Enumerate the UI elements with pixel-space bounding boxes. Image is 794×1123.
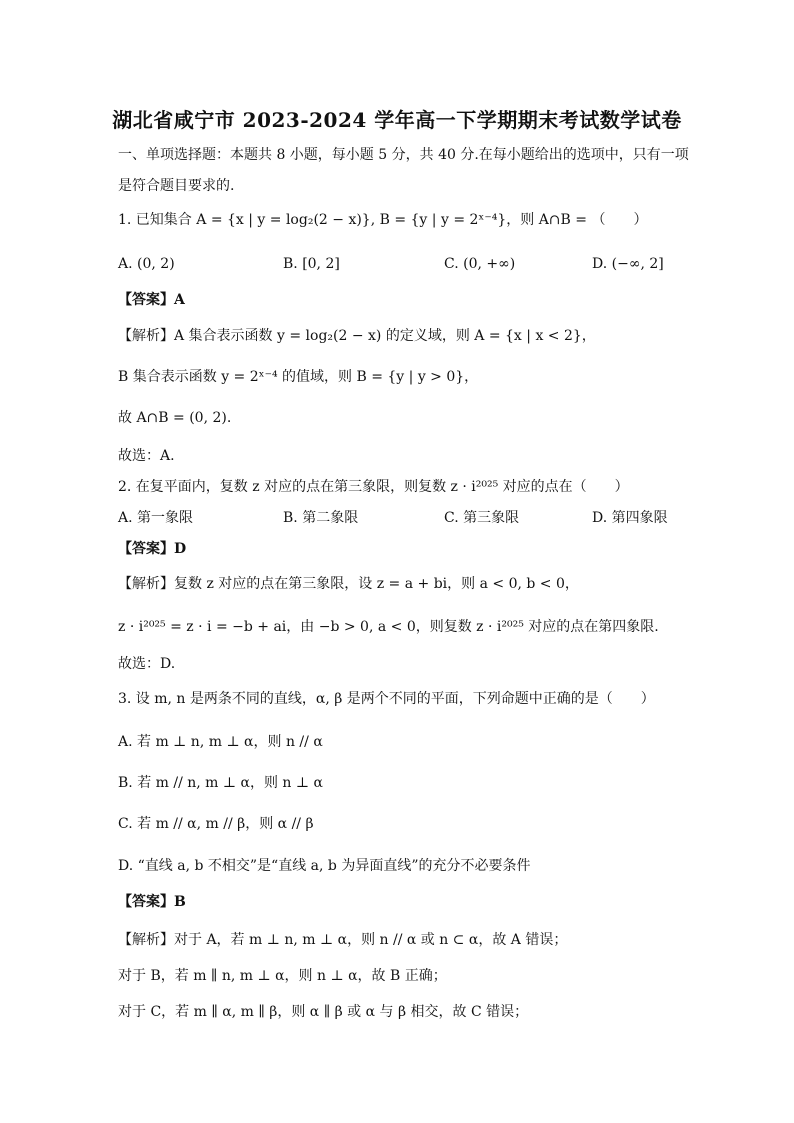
q3-analysis-line3: 对于 C，若 m ∥ α, m ∥ β，则 α ∥ β 或 α 与 β 相交，故 C 错误； — [118, 1004, 529, 1020]
q3-option-a: A. 若 m ⊥ n, m ⊥ α，则 n // α — [118, 734, 323, 750]
q3-stem: 3. 设 m, n 是两条不同的直线，α, β 是两个不同的平面，下列命题中正确的是（ ） — [118, 691, 655, 707]
q1-option-a: A. (0, 2) — [118, 256, 175, 272]
q1-answer: 【答案】A — [118, 292, 185, 308]
q1-stem: 1. 已知集合 A = {x | y = log₂(2 − x)}, B = {y | y = 2ˣ⁻⁴}，则 A∩B = （ ） — [118, 212, 648, 228]
q2-stem: 2. 在复平面内，复数 z 对应的点在第三象限，则复数 z · i²⁰²⁵ 对应的点在（ ） — [118, 479, 629, 495]
section-heading-line2: 是符合题目要求的. — [118, 178, 235, 194]
q2-option-c: C. 第三象限 — [444, 510, 520, 526]
q3-analysis-line2: 对于 B，若 m ∥ n, m ⊥ α，则 n ⊥ α，故 B 正确； — [118, 968, 447, 984]
q2-option-b: B. 第二象限 — [283, 510, 359, 526]
q1-analysis-line2: B 集合表示函数 y = 2ˣ⁻⁴ 的值域，则 B = {y | y > 0}， — [118, 369, 479, 385]
q3-analysis-line1: 【解析】对于 A，若 m ⊥ n, m ⊥ α，则 n // α 或 n ⊂ α，故 A 错误； — [118, 932, 568, 948]
q1-choice: 故选：A. — [118, 448, 175, 464]
q3-option-d: D. “直线 a, b 不相交”是“直线 a, b 为异面直线”的充分不必要条件 — [118, 858, 531, 874]
q2-option-d: D. 第四象限 — [592, 510, 668, 526]
q2-option-a: A. 第一象限 — [118, 510, 194, 526]
q1-analysis-line3: 故 A∩B = (0, 2). — [118, 410, 232, 426]
q2-analysis-line1: 【解析】复数 z 对应的点在第三象限，设 z = a + bi，则 a < 0, b < 0， — [118, 576, 579, 592]
q2-answer: 【答案】D — [118, 541, 187, 557]
section-heading-line1: 一、单项选择题：本题共 8 小题，每小题 5 分，共 40 分.在每小题给出的选项中，只有一项 — [118, 147, 689, 163]
q3-option-c: C. 若 m // α, m // β，则 α // β — [118, 816, 314, 832]
q1-analysis-line1: 【解析】A 集合表示函数 y = log₂(2 − x) 的定义域，则 A = {x | x < 2}， — [118, 328, 596, 344]
q3-option-b: B. 若 m // n, m ⊥ α，则 n ⊥ α — [118, 775, 323, 791]
q1-option-c: C. (0, +∞) — [444, 256, 516, 272]
q2-analysis-line2: z · i²⁰²⁵ = z · i = −b + ai，由 −b > 0, a < 0，则复数 z · i²⁰²⁵ 对应的点在第四象限. — [118, 619, 659, 635]
q3-answer: 【答案】B — [118, 894, 186, 910]
q1-option-d: D. (−∞, 2] — [592, 256, 664, 272]
q1-option-b: B. [0, 2] — [283, 256, 340, 272]
page-title: 湖北省咸宁市 2023-2024 学年高一下学期期末考试数学试卷 — [112, 108, 682, 132]
q2-choice: 故选：D. — [118, 656, 176, 672]
